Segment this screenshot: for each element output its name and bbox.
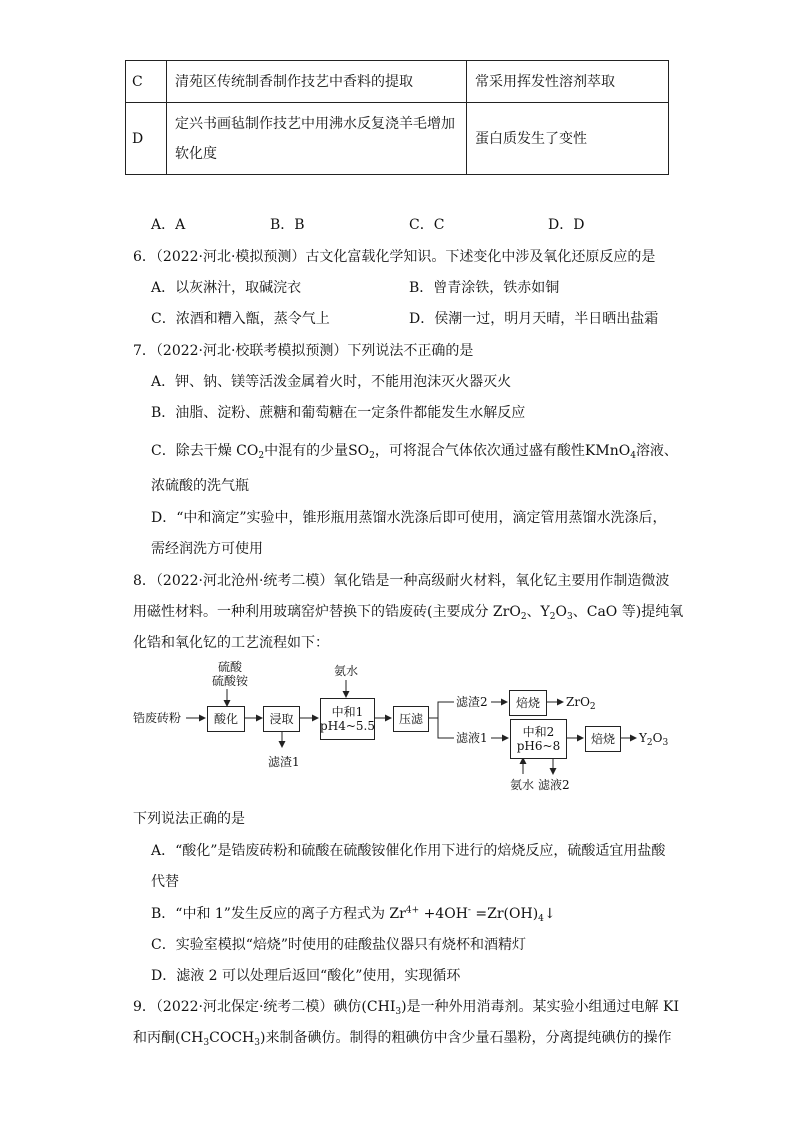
flow-residue1: 滤渣1 [268,755,300,769]
q8-stem-line1: 8．（2022·河北沧州·统考二模）氧化锆是一种高级耐火材料，氧化钇主要用作制造微波 [133,573,670,589]
flow-product-zro2: ZrO$_2$ [566,695,596,712]
q7-choice-d[interactable]: D．“中和滴定”实验中，锥形瓶用蒸馏水洗涤后即可使用，滴定管用蒸馏水洗涤后， [151,510,667,526]
q5-choice-a[interactable]: A．A [151,217,186,233]
q8-choice-d[interactable]: D．滤液 2 可以处理后返回“酸化”使用，实现循环 [151,968,461,984]
q9-stem-text: 和丙酮(CH [133,1030,204,1046]
flow-ammonia2: 氨水 [510,778,535,792]
flow-neutral2-line1: 中和2 [522,725,555,739]
q7-choice-c-cont: 浓硫酸的洗气瓶 [151,478,249,494]
flow-neutral2-line2: pH6~8 [516,739,561,753]
q8-choice-a-cont: 代替 [151,874,179,890]
q7-choice-a[interactable]: A．钾、钠、镁等活泼金属着火时，不能用泡沫灭火器灭火 [151,374,512,390]
q5-choice-c[interactable]: C．C [409,217,445,233]
option-explanation: 常采用挥发性溶剂萃取 [467,61,669,103]
q9-stem-text: )来制备碘仿。制得的粗碘仿中含少量石墨粉，分离提纯碘仿的操作 [259,1030,672,1046]
q9-stem-text: )是一种外用消毒剂。某实验小组通过电解 KI [401,999,679,1015]
q9-stem-text: COCH [209,1030,255,1046]
q7-c-text: 中混有的少量SO [264,443,370,459]
q8-choice-a[interactable]: A．“酸化”是锆废砖粉和硫酸在硫酸铵催化作用下进行的焙烧反应，硫酸适宜用盐酸 [151,843,666,859]
q8-b-text: =Zr(OH) [470,906,539,922]
q7-choice-d-cont: 需经润洗方可使用 [151,541,263,557]
q8-stem-text: 、Y [526,604,550,620]
q7-choice-b[interactable]: B．油脂、淀粉、蔗糖和葡萄糖在一定条件都能发生水解反应 [151,405,526,421]
flow-reagent1-line1: 硫酸 [218,660,243,674]
flow-neutral2-box [510,719,567,759]
q7-c-text: C．除去干燥 CO [151,443,259,459]
option-key: C [126,61,167,103]
q8-b-charge: 4+ [405,905,420,916]
q8-stem-text: 、CaO 等)提纯氧 [572,604,684,620]
flow-reagent1-line2: 硫酸铵 [212,674,249,688]
flow-neutral1-line2: pH4~5.5 [320,719,375,733]
q8-stem-text: O [555,604,568,620]
q9-stem-line2: 和丙酮$(CH_3COCH_3)$来制备碘仿。制得的粗碘仿中含少量石墨粉，分离提纯碘仿的操作 [133,1030,672,1048]
flow-roast-box1: 焙烧 [509,690,547,716]
q5-choice-b[interactable]: B．B [270,217,305,233]
flow-neutral1-line1: 中和1 [331,705,364,719]
q6-stem: 6．（2022·河北·模拟预测）古文化富载化学知识。下述变化中涉及氧化还原反应的是 [133,249,656,265]
flow-product-y2o3: $Y_2O_3$ [639,731,669,748]
q8-b-charge: - [467,905,471,916]
flow-neutral1-box [320,698,375,740]
q8-b-text: +4OH [419,906,468,922]
q8-question: 下列说法正确的是 [133,811,245,827]
q6-choice-b[interactable]: B．曾青涂铁，铁赤如铜 [409,280,560,296]
option-description: 清苑区传统制香制作技艺中香料的提取 [167,61,467,103]
branch-line [428,702,454,718]
flow-reagent1 [212,660,248,688]
flow-leach-box: 浸取 [263,706,300,732]
q8-stem-line2: 用磁性材料。一种利用玻璃窑炉替换下的锆废砖(主要成分 ZrO$_2$、$Y_2O_3$、CaO 等)提纯氧 [133,604,684,622]
q7-choice-c[interactable]: C．除去干燥 $CO_2$中混有的少量$SO_2$，可将混合气体依次通过盛有酸性KMnO$_4$溶液、 [151,443,678,461]
q9-stem-line1: 9．（2022·河北保定·统考二模）碘仿$(CHI_3)$是一种外用消毒剂。某实验小组通过电解 KI [133,999,679,1017]
option-key: D [126,103,167,175]
q6-choice-c[interactable]: C．浓酒和糟入甑，蒸令气上 [151,311,330,327]
q6-choice-a[interactable]: A．以灰淋汁，取碱浣衣 [151,280,302,296]
flow-filtrate1: 滤液1 [456,731,488,745]
option-description-line1: 定兴书画毡制作技艺中用沸水反复浇羊毛增加 [175,115,455,132]
q8-choice-b[interactable]: B．“中和 1”发生反应的离子方程式为 $Zr^{4+} +4OH^-$ $=Zr(OH)_4↓$ [151,905,556,924]
q8-b-text: B．“中和 1”发生反应的离子方程式为 Zr [151,906,406,922]
flow-roast-box2: 焙烧 [585,726,621,752]
flow-filtrate2: 滤液2 [538,778,570,792]
branch-line [438,718,454,738]
q5-choice-d[interactable]: D．D [548,217,585,233]
option-explanation: 蛋白质发生了变性 [467,103,669,175]
option-description-line2: 软化度 [175,145,217,162]
q7-stem: 7．（2022·河北·校联考模拟预测）下列说法不正确的是 [133,343,474,359]
flow-product-y2o3-text: Y [639,731,647,745]
q7-c-text: 溶液、 [635,443,678,459]
flow-residue2: 滤渣2 [456,695,488,709]
q9-stem-text: 9．（2022·河北保定·统考二模）碘仿(CHI [133,999,396,1015]
q7-c-text: ，可将混合气体依次通过盛有酸性KMnO [374,443,631,459]
flow-product-zro2-text: ZrO [566,695,590,709]
q8-stem-text: 用磁性材料。一种利用玻璃窑炉替换下的锆废砖(主要成分 ZrO [133,604,521,620]
q8-choice-c[interactable]: C．实验室模拟“焙烧”时使用的硅酸盐仪器只有烧杯和酒精灯 [151,937,527,953]
q8-stem-line3: 化锆和氧化钇的工艺流程如下： [133,635,329,651]
flow-ammonia1: 氨水 [334,664,359,678]
flow-press-box: 压滤 [393,706,429,732]
flow-acidify-box: 酸化 [207,706,245,732]
q6-choice-d[interactable]: D．侯潮一过，明月天晴，半日晒出盐霜 [409,311,659,327]
q8-b-text: ↓ [543,906,556,922]
flow-input-label: 锆废砖粉 [133,711,182,725]
